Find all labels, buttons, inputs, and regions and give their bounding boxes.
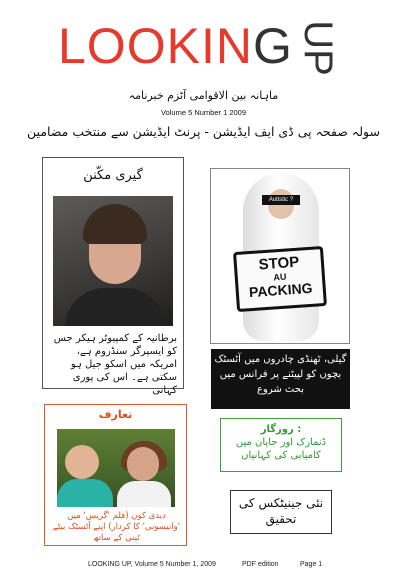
logo-part2: G: [252, 18, 293, 74]
figure-label: Autistic ?: [262, 195, 300, 205]
intro-story-title: تعارف: [98, 408, 133, 421]
sign-line-2: AU: [273, 271, 287, 283]
logo-up-text: UP: [295, 20, 340, 76]
stop-packing-caption[interactable]: گیلی، ٹھنڈی چادروں میں آٹسٹک بچوں کو لپیٹنے پر فرانس میں بحث شروع: [211, 349, 350, 409]
stop-packing-image[interactable]: [210, 168, 350, 344]
footer-publication: LOOKING UP, Volume 5 Number 1, 2009: [88, 561, 216, 568]
gary-story-body: برطانیہ کے کمپیوٹر ہیکر جس کو ایسپرگر سنڈروم ہے، امریکہ میں اسکو جیل ہو سکتی ہے۔ اس کی پوری کہانی: [53, 333, 177, 396]
intro-story-body: دیدی کون (فلم 'گریس' میں 'وانیسونی' کا کردار) اپنے آٹسٹک بیٹے ٹینی کے ساتھ: [52, 511, 181, 543]
gary-story-title: گیری مکّنن: [83, 168, 143, 183]
masthead: [0, 14, 407, 84]
sign-line-1: STOP: [258, 253, 300, 274]
sign-line-3: PACKING: [248, 279, 314, 301]
logo-looking: [58, 20, 293, 72]
volume-info: Volume 5 Number 1 2009: [160, 108, 247, 117]
logo-up: [295, 14, 348, 84]
jobs-story-body: ڈنمارک اور جاپان میں کامیابی کی کہانیاں: [235, 437, 327, 461]
footer-page-number: Page 1: [300, 561, 323, 568]
gary-portrait-photo: [53, 196, 173, 326]
jobs-story-box[interactable]: [220, 418, 342, 472]
gary-story-card[interactable]: [42, 157, 184, 396]
jobs-story-title: : روزگار: [260, 424, 302, 435]
logo-part1: LOOKIN: [58, 18, 253, 74]
footer-edition: PDF edition: [242, 561, 279, 568]
edition-tagline: سولہ صفحہ پی ڈی ایف ایڈیشن - پرنٹ ایڈیشن سے منتخب مضامین: [27, 124, 380, 139]
page-footer: [0, 561, 407, 575]
genetics-story-box[interactable]: نئی جینیٹکس کی تحقیق: [230, 490, 332, 534]
newsletter-subtitle: ماہانہ بین الاقوامی آٹزم خبرنامہ: [128, 89, 279, 102]
intro-story-card[interactable]: [44, 404, 187, 546]
stop-packing-sign: [233, 246, 327, 312]
mother-son-photo: [57, 429, 175, 507]
